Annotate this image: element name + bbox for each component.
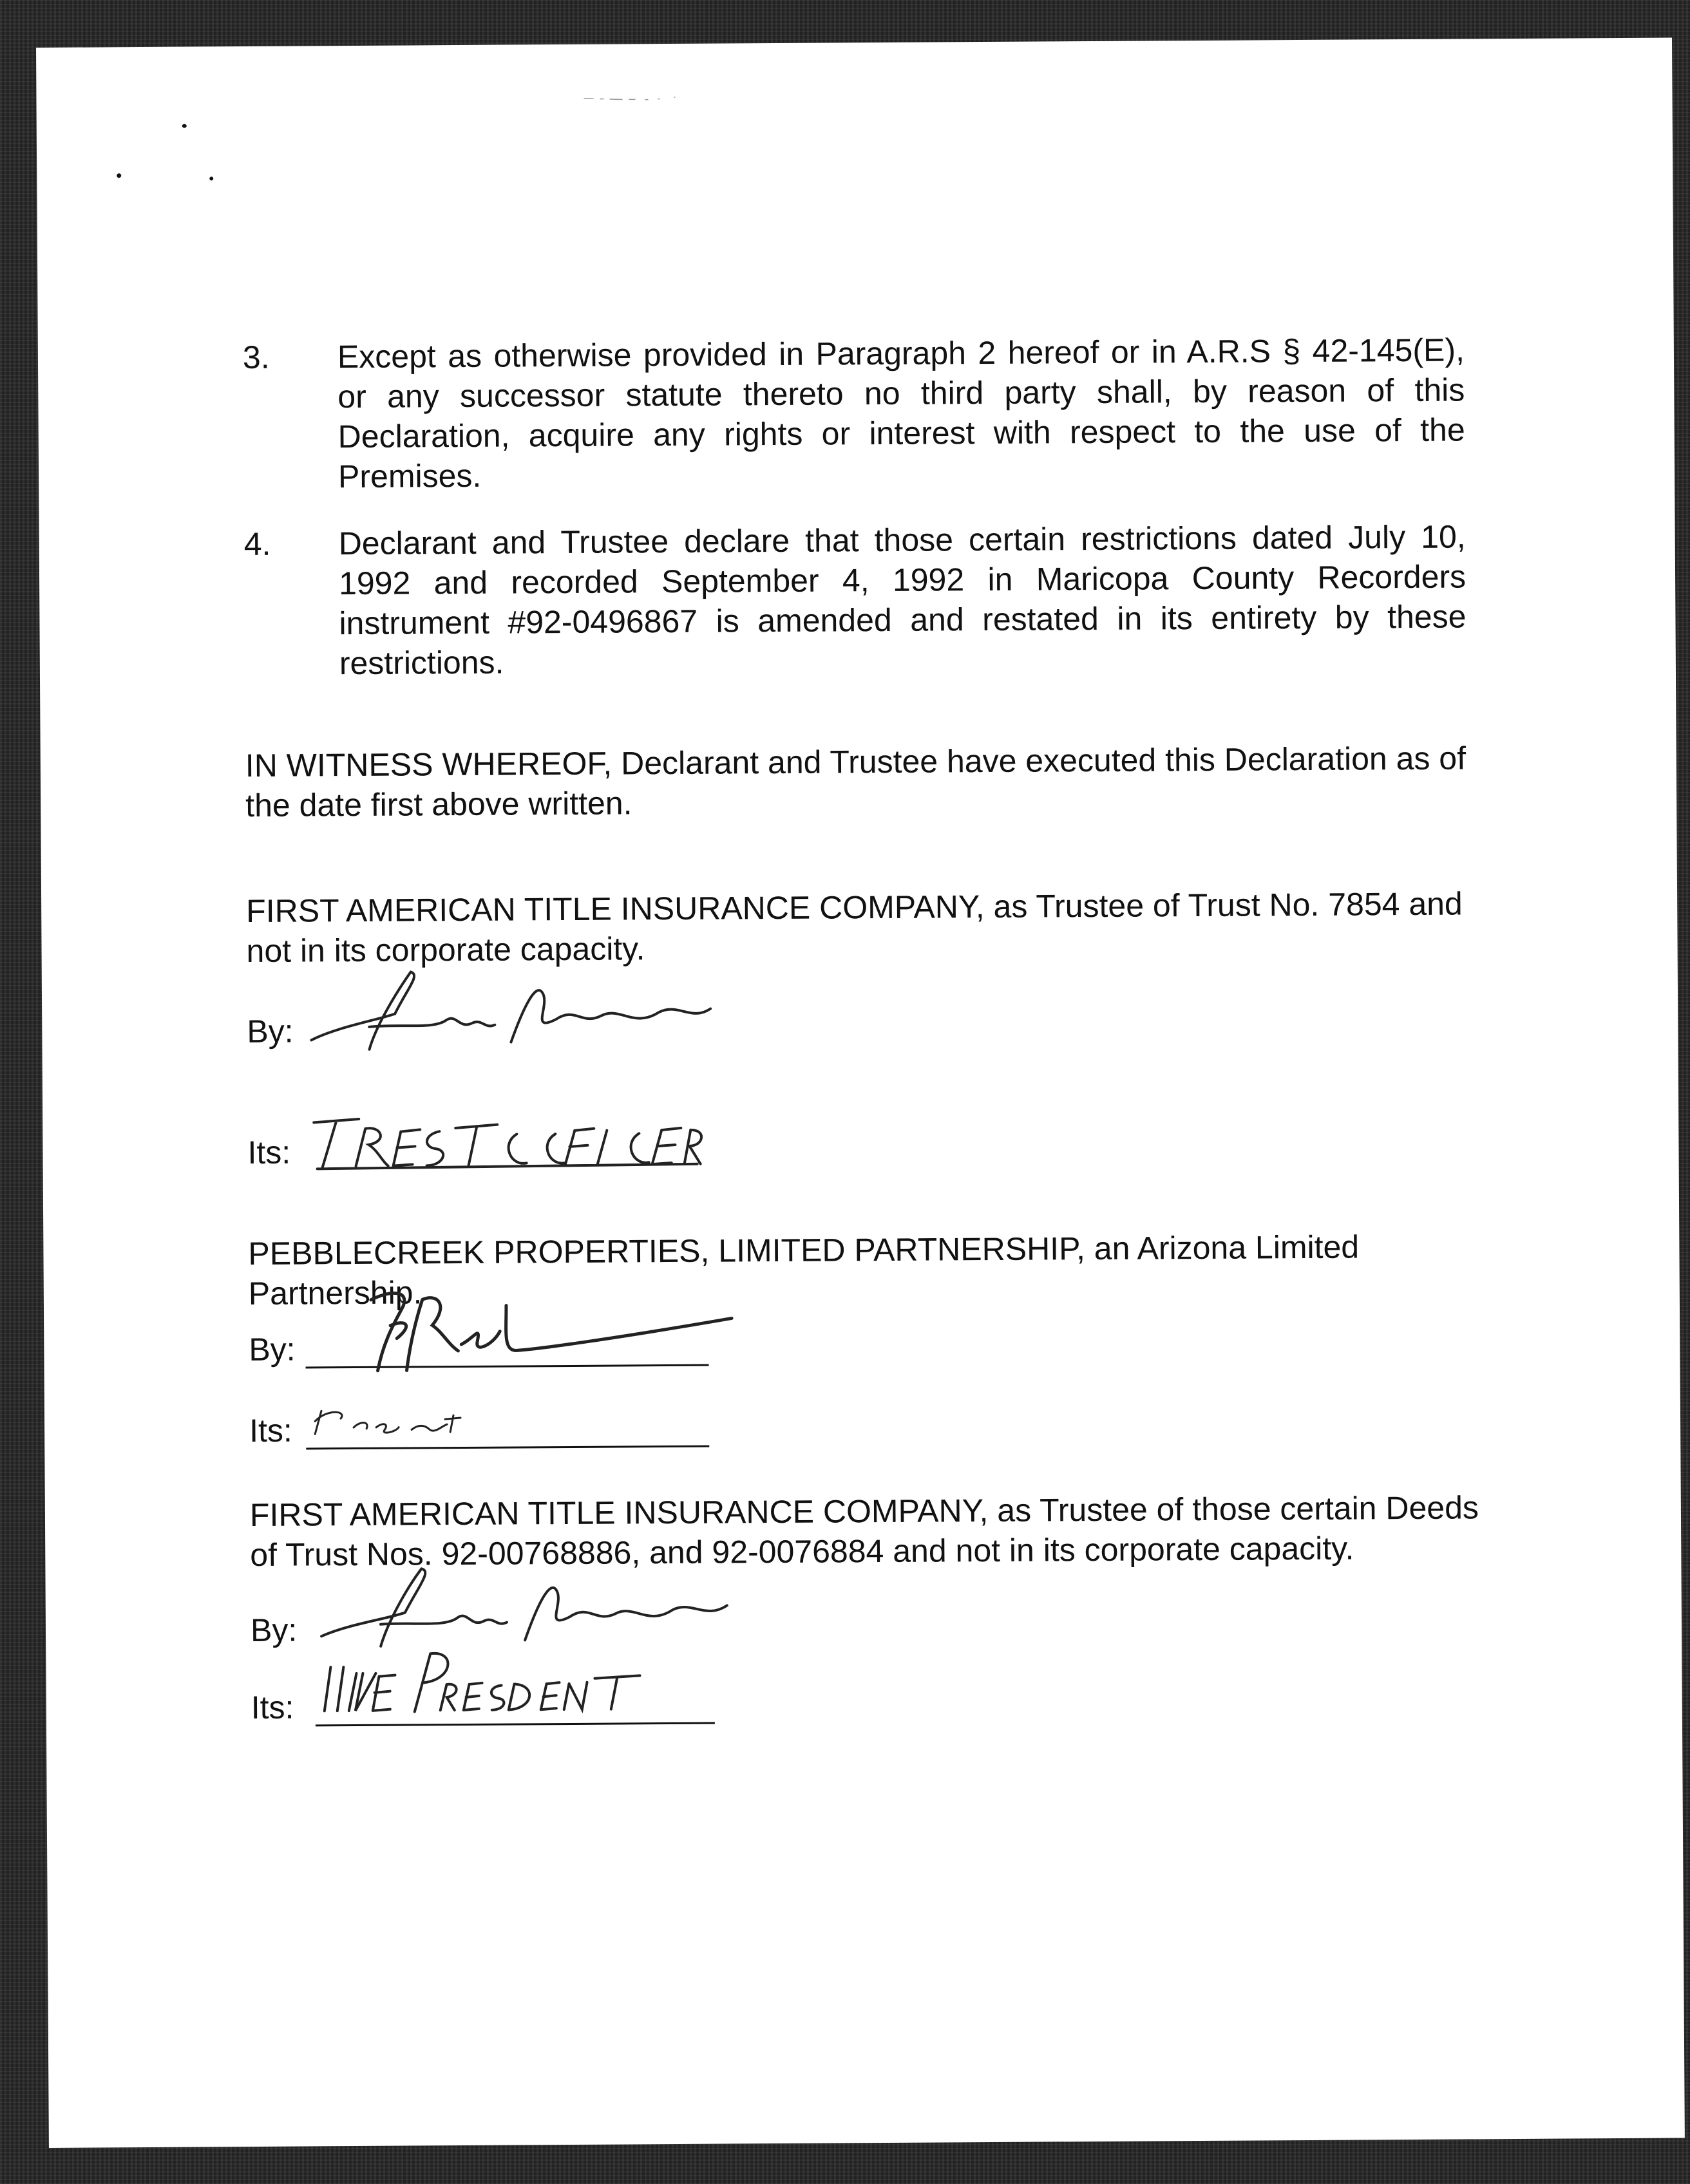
paragraph-text: Except as otherwise provided in Paragraph 2 hereof or in A.R.S § 42-145(E), or any successor statute thereto no third party shall, by reason of this Declaration, acquire any rights or interest with respect to the use of the Premises. [337, 332, 1465, 495]
paragraph-number: 3. [242, 339, 270, 376]
by-line [249, 1323, 751, 1371]
paragraph-number: 4. [243, 525, 271, 563]
scan-speck [117, 173, 121, 178]
handwritten-signature [345, 1278, 745, 1384]
handwritten-title-trust-officer [304, 1107, 704, 1174]
its-label: Its: [251, 1689, 294, 1726]
handwritten-title-president [309, 1401, 476, 1441]
by-label: By: [250, 1612, 298, 1649]
by-label: By: [249, 1331, 296, 1368]
paragraph-text: Declarant and Trustee declare that those certain restrictions dated July 10, 1992 and recorded September 4, 1992 in Maricopa County Recorders instrument #92-0496867 is amended and restated in its entirety by these restrictions. [338, 518, 1467, 682]
handwritten-signature [298, 966, 737, 1059]
signature-rule [306, 1445, 709, 1450]
scan-smudge [532, 95, 738, 102]
handwritten-title-vice-president [318, 1646, 653, 1718]
its-line [249, 1404, 752, 1453]
witness-clause: IN WITNESS WHEREOF, Declarant and Trustee have executed this Declaration as of the date first above written. [245, 740, 1467, 824]
signature-block-party: FIRST AMERICAN TITLE INSURANCE COMPANY, as Trustee of Trust No. 7854 and not in its corporate capacity. [246, 885, 1463, 970]
its-line [251, 1681, 805, 1729]
by-label: By: [247, 1013, 294, 1050]
document-page [36, 37, 1685, 2147]
handwritten-signature [308, 1563, 772, 1655]
paragraph-4 [243, 516, 1648, 682]
paragraph-3 [242, 329, 1647, 495]
signature-rule [316, 1722, 715, 1727]
by-line [247, 1006, 710, 1053]
scan-speck [182, 124, 187, 128]
its-label: Its: [247, 1134, 291, 1171]
its-label: Its: [249, 1412, 292, 1449]
by-line [251, 1604, 804, 1652]
signature-block-party: FIRST AMERICAN TITLE INSURANCE COMPANY, as Trustee of those certain Deeds of Trust Nos. 92-00768886, and 92-0076884 and not in its corporate capacity. [249, 1489, 1479, 1574]
signature-block-party: PEBBLECREEK PROPERTIES, LIMITED PARTNERSHIP, an Arizona Limited Partnership. [248, 1228, 1360, 1312]
scan-speck [209, 176, 213, 180]
its-line [247, 1127, 711, 1174]
